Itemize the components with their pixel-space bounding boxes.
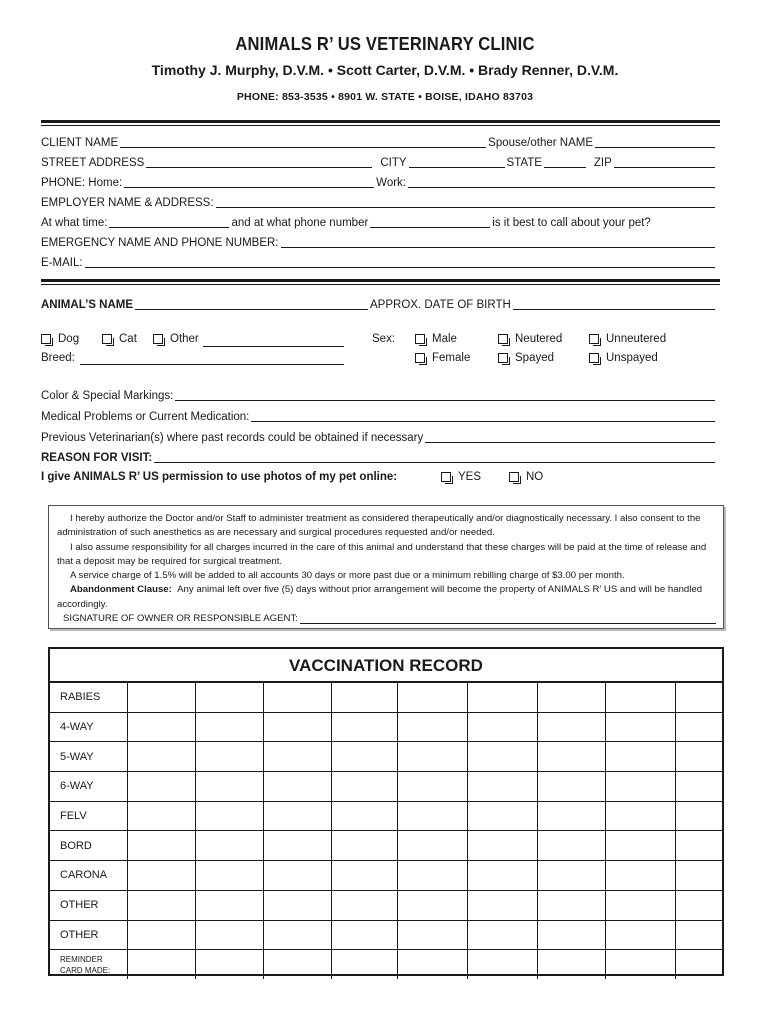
reason-field[interactable] xyxy=(154,451,715,463)
vaccine-date-cell[interactable] xyxy=(675,801,722,831)
emergency-field[interactable] xyxy=(281,236,716,248)
abandonment-text: Any animal left over five (5) days without prior arrangement will become the property of ANIMALS R’ US and will be handled accordingly. xyxy=(57,584,703,610)
dog-checkbox[interactable] xyxy=(41,333,79,345)
vaccine-date-cell[interactable] xyxy=(331,861,397,891)
vaccine-date-cell[interactable] xyxy=(397,920,467,950)
vaccine-date-cell[interactable] xyxy=(195,742,263,772)
vaccine-date-cell[interactable] xyxy=(605,683,675,713)
vaccine-date-cell[interactable] xyxy=(195,890,263,920)
email-label: E-MAIL: xyxy=(41,257,83,269)
checkbox-icon xyxy=(509,472,519,482)
charges-paragraph: I also assume responsibility for all charges incurred in the care of this animal and understand that these charges will be paid at the time of release and that a deposit may be required for surgical treatment. xyxy=(57,541,707,567)
vaccine-date-cell[interactable] xyxy=(331,742,397,772)
vaccine-row xyxy=(50,890,722,920)
color-label: Color & Special Markings: xyxy=(41,390,174,402)
reason-label: REASON FOR VISIT: xyxy=(41,452,153,464)
vaccine-date-cell[interactable] xyxy=(127,712,195,742)
client-name-label: CLIENT NAME xyxy=(41,137,119,149)
emergency-label: EMERGENCY NAME AND PHONE NUMBER: xyxy=(41,237,279,249)
vaccine-date-cell[interactable] xyxy=(195,712,263,742)
vaccine-date-cell[interactable] xyxy=(127,890,195,920)
phone-row xyxy=(41,175,717,189)
vaccine-row xyxy=(50,772,722,802)
checkbox-icon xyxy=(498,334,508,344)
vaccine-date-cell[interactable] xyxy=(397,772,467,802)
vaccine-name: 4-WAY xyxy=(50,712,127,742)
vaccine-date-cell[interactable] xyxy=(331,920,397,950)
best-to-call-label: is it best to call about your pet? xyxy=(492,217,651,229)
state-field[interactable] xyxy=(544,156,586,168)
vaccine-date-cell[interactable] xyxy=(605,890,675,920)
city-label: CITY xyxy=(380,157,407,169)
medical-field[interactable] xyxy=(251,410,715,422)
city-field[interactable] xyxy=(409,156,505,168)
dob-field[interactable] xyxy=(513,298,715,310)
vaccine-date-cell[interactable] xyxy=(467,772,537,802)
reminder-row xyxy=(50,950,722,979)
previous-vet-label: Previous Veterinarian(s) where past records could be obtained if necessary xyxy=(41,432,424,444)
call-phone-label: and at what phone number xyxy=(231,217,369,229)
checkbox-icon xyxy=(102,334,112,344)
checkbox-icon xyxy=(415,334,425,344)
checkbox-icon xyxy=(153,334,163,344)
vaccine-date-cell[interactable] xyxy=(605,801,675,831)
vaccine-date-cell[interactable] xyxy=(467,683,537,713)
photo-permission-label: I give ANIMALS R’ US permission to use photos of my pet online: xyxy=(41,471,398,483)
reminder-cell[interactable] xyxy=(263,950,331,979)
vaccine-date-cell[interactable] xyxy=(537,801,605,831)
signature-row xyxy=(63,612,716,626)
vaccine-date-cell[interactable] xyxy=(331,683,397,713)
vaccine-name: OTHER xyxy=(50,890,127,920)
spouse-name-label: Spouse/other NAME xyxy=(488,137,593,149)
vaccine-date-cell[interactable] xyxy=(675,920,722,950)
reminder-cell[interactable] xyxy=(467,950,537,979)
vaccine-date-cell[interactable] xyxy=(263,920,331,950)
vaccine-date-cell[interactable] xyxy=(263,801,331,831)
vaccine-name: OTHER xyxy=(50,920,127,950)
abandonment-paragraph xyxy=(57,583,716,612)
state-label: STATE xyxy=(506,157,542,169)
emergency-row xyxy=(41,235,717,249)
vaccine-date-cell[interactable] xyxy=(195,861,263,891)
vaccine-date-cell[interactable] xyxy=(537,712,605,742)
consent-paragraph: I hereby authorize the Doctor and/or Staff to administer treatment as considered therapeutically and/or diagnostically necessary. I also consent to the administration of such anesthetics as are necessary and surgical procedures requested and/or needed. xyxy=(57,513,701,539)
letterhead xyxy=(0,34,770,103)
checkbox-icon xyxy=(498,353,508,363)
header-divider xyxy=(41,120,720,123)
reminder-cell[interactable] xyxy=(397,950,467,979)
vaccination-record xyxy=(48,647,724,976)
checkbox-icon xyxy=(415,353,425,363)
reminder-label xyxy=(50,950,127,979)
vaccine-date-cell[interactable] xyxy=(605,772,675,802)
call-time-label: At what time: xyxy=(41,217,108,229)
spouse-name-field[interactable] xyxy=(595,136,715,148)
vaccine-date-cell[interactable] xyxy=(263,683,331,713)
vaccine-row xyxy=(50,801,722,831)
yes-label: YES xyxy=(458,471,482,483)
vaccine-row xyxy=(50,861,722,891)
vaccine-date-cell[interactable] xyxy=(605,920,675,950)
vaccine-date-cell[interactable] xyxy=(675,890,722,920)
vaccine-date-cell[interactable] xyxy=(263,890,331,920)
vaccine-row xyxy=(50,920,722,950)
vaccine-date-cell[interactable] xyxy=(537,742,605,772)
client-name-row xyxy=(41,135,717,149)
vaccination-title: VACCINATION RECORD xyxy=(50,649,722,683)
vaccine-date-cell[interactable] xyxy=(675,683,722,713)
vaccine-date-cell[interactable] xyxy=(467,861,537,891)
checkbox-icon xyxy=(441,472,451,482)
service-charge-paragraph: A service charge of 1.5% will be added to all accounts 30 days or more past due or a minimum rebilling charge of $3.00 per month. xyxy=(70,570,625,582)
vaccine-date-cell[interactable] xyxy=(195,801,263,831)
vaccine-date-cell[interactable] xyxy=(127,742,195,772)
signature-label: SIGNATURE OF OWNER OR RESPONSIBLE AGENT: xyxy=(63,613,298,625)
unspayed-label: Unspayed xyxy=(606,352,658,364)
vaccine-date-cell[interactable] xyxy=(195,831,263,861)
vaccine-date-cell[interactable] xyxy=(537,683,605,713)
phone-home-label: PHONE: Home: xyxy=(41,177,123,189)
vaccine-date-cell[interactable] xyxy=(467,801,537,831)
checkbox-icon xyxy=(41,334,51,344)
dob-label: APPROX. DATE OF BIRTH xyxy=(370,299,511,311)
spayed-label: Spayed xyxy=(515,352,555,364)
vaccine-date-cell[interactable] xyxy=(675,772,722,802)
work-label: Work: xyxy=(376,177,406,189)
vaccine-date-cell[interactable] xyxy=(195,683,263,713)
reminder-cell[interactable] xyxy=(537,950,605,979)
vaccine-date-cell[interactable] xyxy=(467,742,537,772)
female-checkbox[interactable] xyxy=(415,352,470,364)
vaccine-date-cell[interactable] xyxy=(263,742,331,772)
vaccine-date-cell[interactable] xyxy=(675,712,722,742)
vaccine-date-cell[interactable] xyxy=(397,861,467,891)
reminder-cell[interactable] xyxy=(331,950,397,979)
dog-label: Dog xyxy=(58,333,80,345)
street-address-label: STREET ADDRESS xyxy=(41,157,145,169)
other-checkbox[interactable] xyxy=(153,333,199,345)
vaccine-date-cell[interactable] xyxy=(127,831,195,861)
vaccine-date-cell[interactable] xyxy=(675,861,722,891)
animal-name-row xyxy=(41,297,717,311)
vaccine-date-cell[interactable] xyxy=(537,831,605,861)
vaccine-date-cell[interactable] xyxy=(397,683,467,713)
vaccine-date-cell[interactable] xyxy=(605,861,675,891)
neutered-label: Neutered xyxy=(515,333,563,345)
female-label: Female xyxy=(432,352,471,364)
vaccine-row xyxy=(50,831,722,861)
vaccine-name: 6-WAY xyxy=(50,772,127,802)
vaccine-date-cell[interactable] xyxy=(467,712,537,742)
cat-checkbox[interactable] xyxy=(102,333,137,345)
unneutered-checkbox[interactable] xyxy=(589,333,666,345)
vaccine-name: BORD xyxy=(50,831,127,861)
vaccine-date-cell[interactable] xyxy=(467,890,537,920)
vaccine-date-cell[interactable] xyxy=(537,890,605,920)
vaccine-row xyxy=(50,712,722,742)
vaccine-date-cell[interactable] xyxy=(467,920,537,950)
reminder-label-line2: CARD MADE: xyxy=(60,965,111,975)
vaccine-date-cell[interactable] xyxy=(605,831,675,861)
vaccine-name: RABIES xyxy=(50,683,127,713)
animal-name-label: ANIMAL’S NAME xyxy=(41,299,133,311)
spayed-checkbox[interactable] xyxy=(498,352,554,364)
vaccine-date-cell[interactable] xyxy=(127,920,195,950)
authorization-box xyxy=(48,505,724,629)
vaccine-date-cell[interactable] xyxy=(263,772,331,802)
checkbox-icon xyxy=(589,353,599,363)
sex-label: Sex: xyxy=(372,333,396,345)
vaccine-date-cell[interactable] xyxy=(675,831,722,861)
neutered-checkbox[interactable] xyxy=(498,333,562,345)
reminder-label-line1: REMINDER xyxy=(60,954,103,964)
vaccine-date-cell[interactable] xyxy=(675,742,722,772)
vaccine-date-cell[interactable] xyxy=(331,712,397,742)
vaccine-date-cell[interactable] xyxy=(263,861,331,891)
call-time-row xyxy=(41,215,717,229)
call-phone-field[interactable] xyxy=(370,216,490,228)
vaccine-date-cell[interactable] xyxy=(397,742,467,772)
email-row xyxy=(41,255,717,269)
zip-field[interactable] xyxy=(614,156,715,168)
vaccination-table xyxy=(50,682,722,979)
reminder-cell[interactable] xyxy=(195,950,263,979)
vaccine-date-cell[interactable] xyxy=(605,712,675,742)
call-time-field[interactable] xyxy=(109,216,229,228)
vaccine-date-cell[interactable] xyxy=(127,683,195,713)
vaccine-name: CARONA xyxy=(50,861,127,891)
address-row xyxy=(41,155,717,169)
vaccine-date-cell[interactable] xyxy=(127,861,195,891)
medical-row xyxy=(41,409,717,423)
work-phone-field[interactable] xyxy=(408,176,715,188)
vaccine-date-cell[interactable] xyxy=(195,920,263,950)
reminder-cell[interactable] xyxy=(605,950,675,979)
vaccine-date-cell[interactable] xyxy=(397,890,467,920)
color-field[interactable] xyxy=(175,389,715,401)
male-label: Male xyxy=(432,333,457,345)
client-divider xyxy=(41,279,720,282)
vaccine-date-cell[interactable] xyxy=(397,831,467,861)
photo-yes-checkbox[interactable] xyxy=(441,471,481,483)
vaccine-name: 5-WAY xyxy=(50,742,127,772)
vaccine-date-cell[interactable] xyxy=(537,920,605,950)
reason-row xyxy=(41,450,717,464)
cat-label: Cat xyxy=(119,333,137,345)
photo-no-checkbox[interactable] xyxy=(509,471,543,483)
unneutered-label: Unneutered xyxy=(606,333,667,345)
unspayed-checkbox[interactable] xyxy=(589,352,658,364)
vaccine-date-cell[interactable] xyxy=(263,712,331,742)
vaccine-date-cell[interactable] xyxy=(467,831,537,861)
animal-name-field[interactable] xyxy=(135,298,368,310)
vaccine-name: FELV xyxy=(50,801,127,831)
vaccine-date-cell[interactable] xyxy=(397,712,467,742)
medical-label: Medical Problems or Current Medication: xyxy=(41,411,250,423)
vaccine-date-cell[interactable] xyxy=(195,772,263,802)
vaccine-date-cell[interactable] xyxy=(331,772,397,802)
breed-field[interactable] xyxy=(80,364,344,365)
reminder-cell[interactable] xyxy=(127,950,195,979)
vaccine-date-cell[interactable] xyxy=(605,742,675,772)
checkbox-icon xyxy=(589,334,599,344)
street-address-field[interactable] xyxy=(146,156,372,168)
email-field[interactable] xyxy=(85,256,715,268)
vaccine-date-cell[interactable] xyxy=(537,772,605,802)
abandonment-label: Abandonment Clause: xyxy=(70,584,172,596)
breed-label: Breed: xyxy=(41,352,75,364)
doctors-list: Timothy J. Murphy, D.V.M. • Scott Carter, D.V.M. • Brady Renner, D.V.M. xyxy=(151,62,619,78)
reminder-cell[interactable] xyxy=(675,950,722,979)
no-label: NO xyxy=(526,471,544,483)
vaccine-row xyxy=(50,683,722,713)
male-checkbox[interactable] xyxy=(415,333,457,345)
vaccine-date-cell[interactable] xyxy=(397,801,467,831)
clinic-contact: PHONE: 853-3535 • 8901 W. STATE • BOISE, IDAHO 83703 xyxy=(236,91,534,103)
vaccine-date-cell[interactable] xyxy=(127,801,195,831)
vaccine-date-cell[interactable] xyxy=(537,861,605,891)
phone-home-field[interactable] xyxy=(124,176,374,188)
previous-vet-field[interactable] xyxy=(425,431,715,443)
client-name-field[interactable] xyxy=(120,136,486,148)
vaccine-date-cell[interactable] xyxy=(331,890,397,920)
vaccine-date-cell[interactable] xyxy=(263,831,331,861)
previous-vet-row xyxy=(41,430,717,444)
vaccine-date-cell[interactable] xyxy=(331,831,397,861)
color-row xyxy=(41,388,717,402)
signature-field[interactable] xyxy=(300,613,716,624)
employer-label: EMPLOYER NAME & ADDRESS: xyxy=(41,197,214,209)
other-label: Other xyxy=(170,333,199,345)
other-species-field[interactable] xyxy=(203,346,344,347)
clinic-name: ANIMALS R’ US VETERINARY CLINIC xyxy=(235,34,535,54)
employer-field[interactable] xyxy=(216,196,715,208)
vaccine-date-cell[interactable] xyxy=(127,772,195,802)
vaccine-date-cell[interactable] xyxy=(331,801,397,831)
zip-label: ZIP xyxy=(593,157,612,169)
vaccine-row xyxy=(50,742,722,772)
employer-row xyxy=(41,195,717,209)
